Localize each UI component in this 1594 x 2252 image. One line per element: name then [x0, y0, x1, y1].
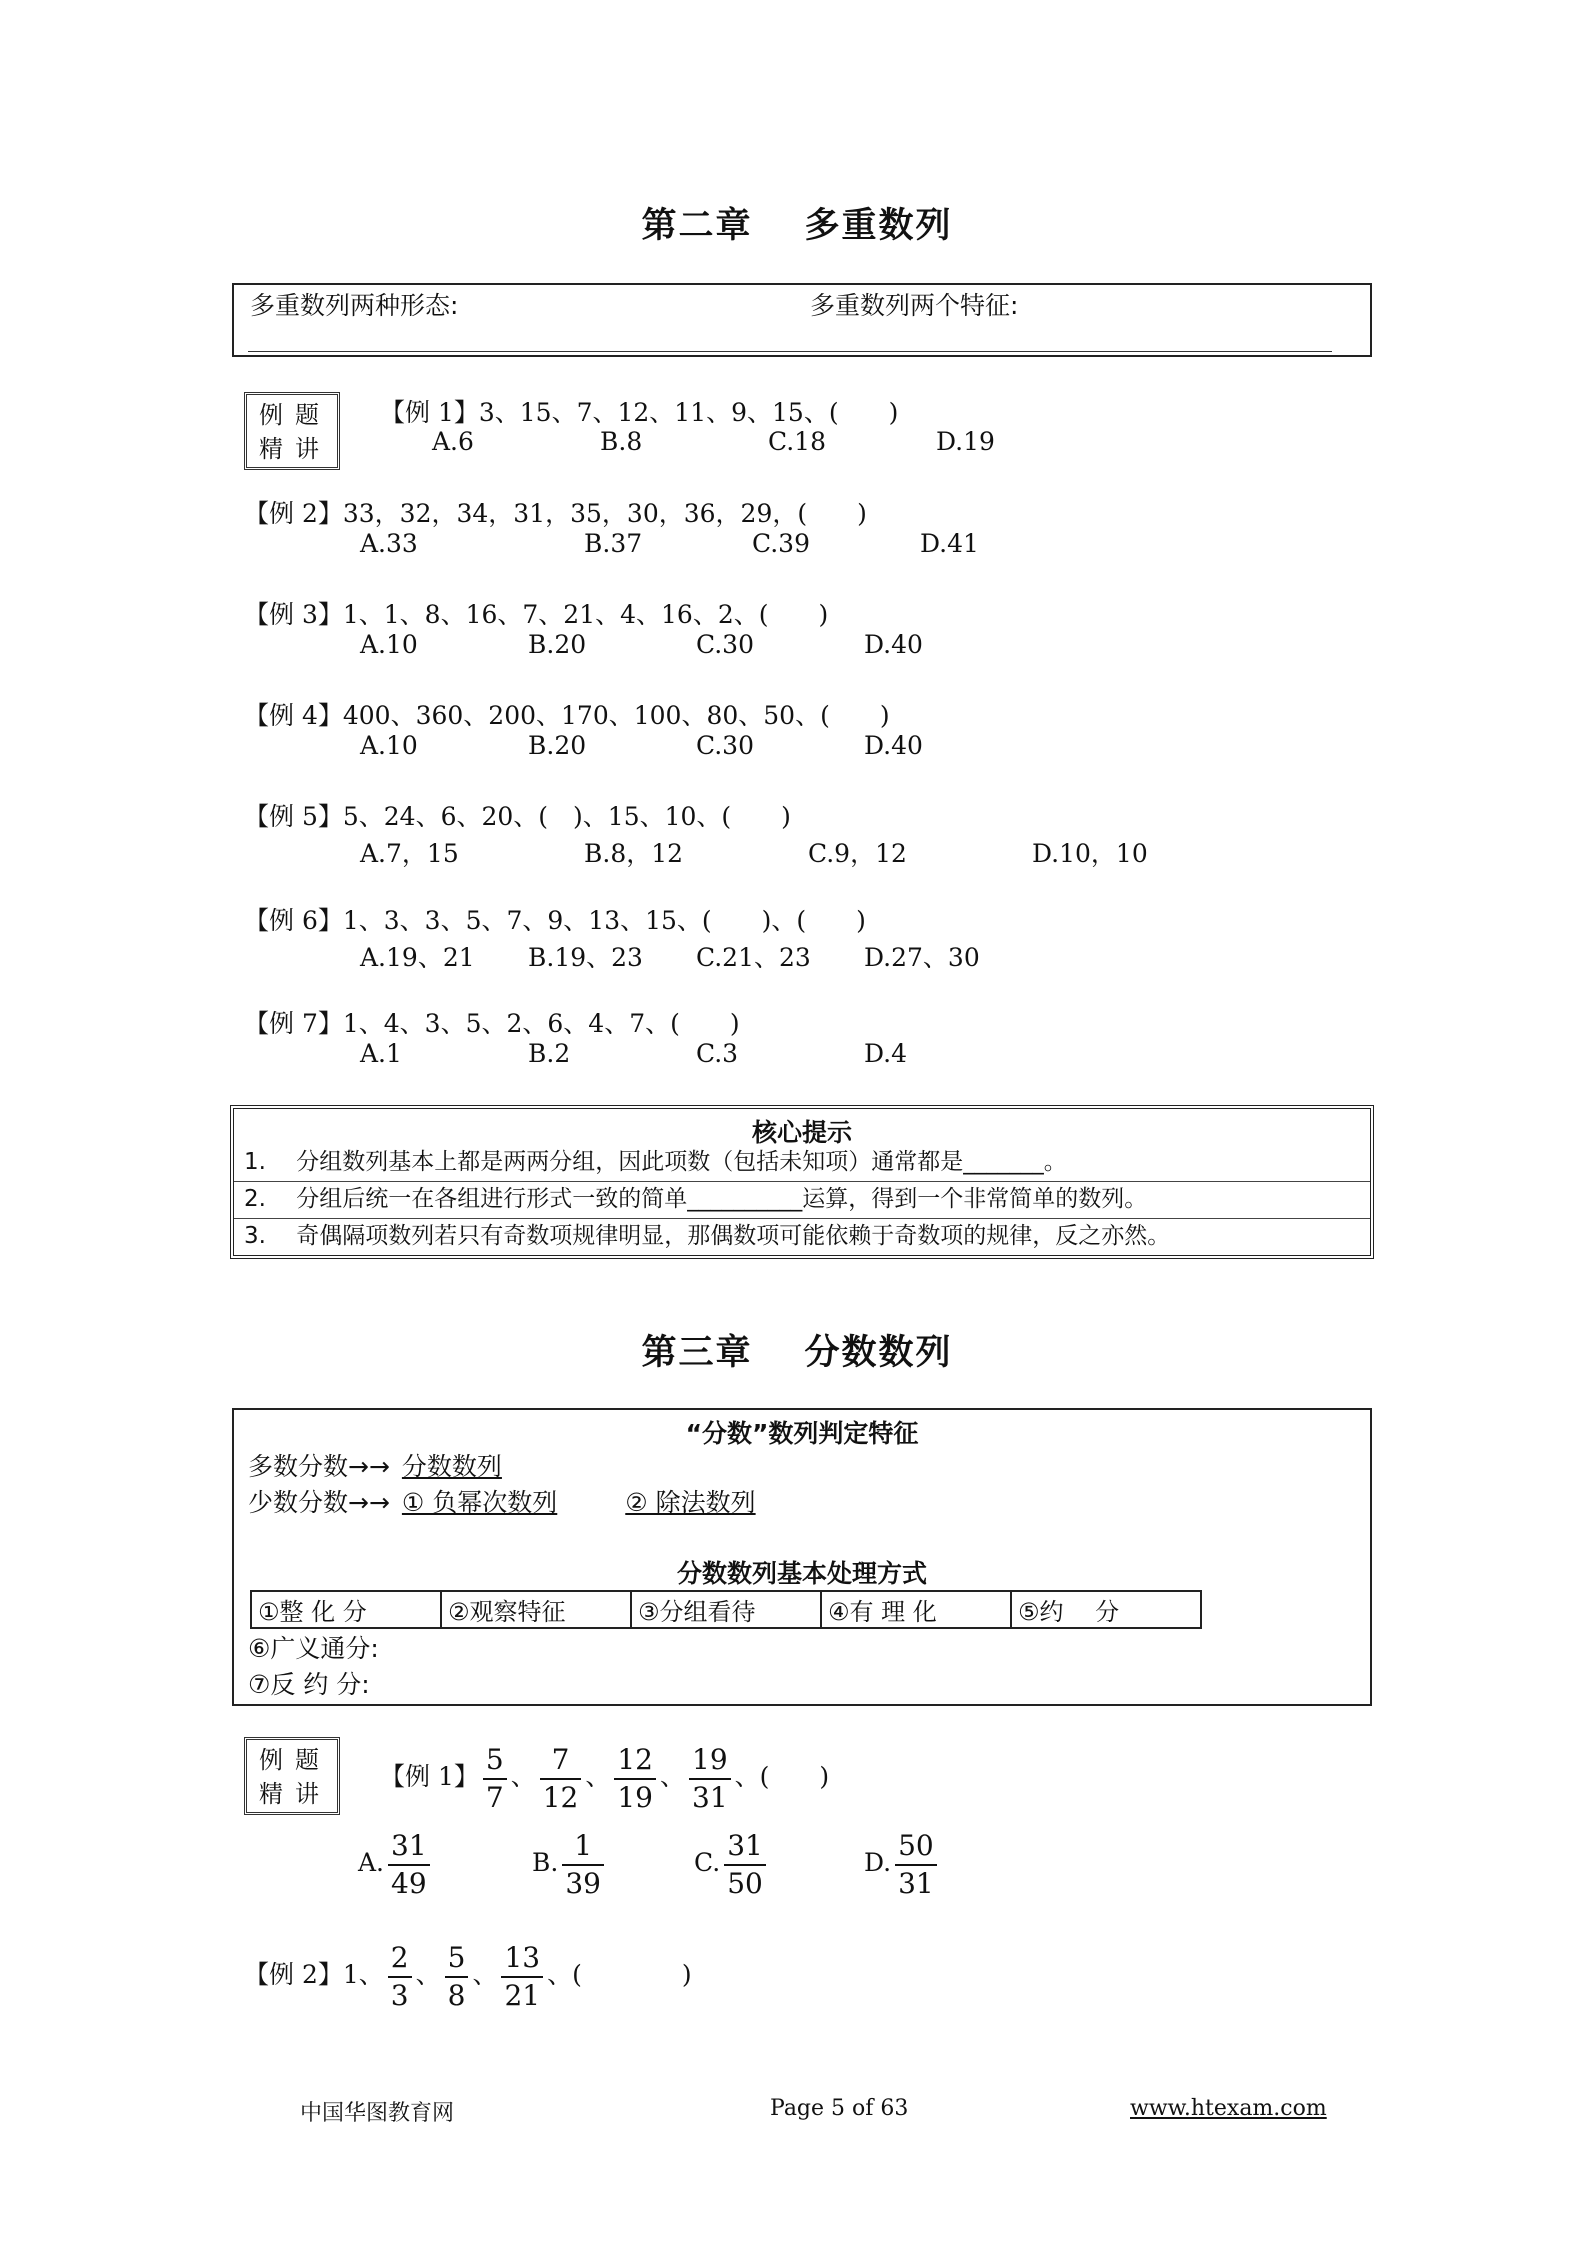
example-tag-line2: 精讲 — [259, 435, 331, 463]
ch3-example-2 — [244, 1938, 692, 2014]
minority-fraction-value-1: ① 负幂次数列 — [401, 1488, 558, 1517]
majority-fraction-prefix: 多数分数→→ — [248, 1452, 390, 1481]
ch3-ex1-frac-4-den: 31 — [692, 1780, 728, 1814]
ch3-ex2-frac-1 — [388, 1940, 412, 2014]
ch2-ex7-option-c: C.3 — [696, 1039, 739, 1068]
chapter2-title-name: 多重数列 — [804, 206, 953, 246]
ch3-ex2-frac-2 — [445, 1940, 469, 2014]
ch3-ex1-option-b-letter: B. — [532, 1848, 559, 1877]
ch2-ex5-option-a: A.7，15 — [360, 839, 459, 868]
chapter2-intro-box — [232, 283, 1372, 357]
ch2-ex3-option-b: B.20 — [528, 630, 587, 659]
ch3-ex1-frac-3-den: 19 — [617, 1780, 653, 1814]
core-tips-heading: 核心提示 — [751, 1118, 852, 1147]
ch3-ex1-option-c-frac — [724, 1828, 766, 1902]
ch2-example-4 — [244, 696, 890, 732]
ch3-ex1-option-a-den: 49 — [391, 1866, 427, 1900]
ch3-example-1 — [380, 1740, 829, 1816]
ch2-ex4-option-c: C.30 — [696, 731, 754, 760]
ch2-ex5-option-b: B.8，12 — [584, 839, 684, 868]
ch3-ex2-frac-3 — [501, 1940, 543, 2014]
footer-website-link[interactable]: www.htexam.com — [1130, 2096, 1327, 2121]
ch3-ex1-frac-4-num: 19 — [689, 1742, 731, 1780]
fraction-methods-table — [250, 1590, 1202, 1629]
ch2-ex4-label: 【例 4】 — [244, 701, 343, 730]
ch2-ex3-question: 1、1、8、16、7、21、4、16、2、( ) — [342, 600, 829, 629]
ch3-ex1-option-a-letter: A. — [358, 1848, 385, 1877]
ch2-ex2-option-d: D.41 — [920, 529, 979, 558]
ch3-ex1-frac-1-den: 7 — [485, 1780, 504, 1814]
ch2-ex3-label: 【例 3】 — [244, 600, 343, 629]
ch2-ex1-question: 3、15、7、12、11、9、15、( ) — [478, 398, 899, 427]
ch3-ex1-sep-1: 、 — [510, 1762, 536, 1791]
ch3-ex2-sep-1: 、 — [358, 1960, 384, 1989]
ch3-ex2-frac-2-den: 8 — [447, 1978, 466, 2012]
ch3-ex2-frac-2-num: 5 — [445, 1940, 469, 1978]
ch3-ex1-sep-2: 、 — [585, 1762, 611, 1791]
core-tip-1: 1. 分组数列基本上都是两两分组，因此项数（包括未知项）通常都是_______。 — [244, 1149, 1067, 1175]
ch2-ex1-option-a: A.6 — [432, 427, 474, 456]
ch3-ex1-frac-2-den: 12 — [542, 1780, 579, 1814]
chapter3-title — [0, 1325, 1594, 1375]
ch2-ex6-option-b: B.19、23 — [528, 943, 643, 972]
fraction-methods-heading: 分数数列基本处理方式 — [676, 1559, 927, 1588]
ch2-ex3-option-a: A.10 — [360, 630, 418, 659]
core-tip-3: 3. 奇偶隔项数列若只有奇数项规律明显，那偶数项可能依赖于奇数项的规律，反之亦然。 — [244, 1223, 1171, 1249]
ch2-ex4-option-a: A.10 — [360, 731, 418, 760]
example-tag — [244, 392, 340, 470]
method-2: ②观察特征 — [441, 1591, 631, 1628]
footer-page-number: Page 5 of 63 — [770, 2096, 909, 2121]
core-tips-box — [230, 1105, 1374, 1259]
ch2-ex6-question: 1、3、3、5、7、9、13、15、( )、( ) — [342, 906, 866, 935]
ch3-ex1-option-b-den: 39 — [565, 1866, 601, 1900]
ch2-ex7-label: 【例 7】 — [244, 1009, 343, 1038]
intro-features-label: 多重数列两个特征: — [810, 291, 1019, 320]
ch3-ex1-option-c — [694, 1826, 770, 1902]
ch3-ex2-first-term: 1 — [342, 1960, 359, 1989]
ch3-ex2-frac-1-den: 3 — [390, 1978, 409, 2012]
intro-underline — [248, 351, 1332, 352]
ch3-ex1-frac-2 — [540, 1742, 582, 1816]
ch2-ex6-option-a: A.19、21 — [360, 943, 475, 972]
ch3-ex1-label: 【例 1】 — [380, 1762, 479, 1791]
ch2-ex6-option-c: C.21、23 — [696, 943, 811, 972]
ch2-example-7 — [244, 1004, 740, 1040]
ch2-ex7-option-a: A.1 — [360, 1039, 402, 1068]
majority-fraction-line — [248, 1450, 522, 1484]
ch3-ex1-frac-3-num: 12 — [614, 1742, 656, 1780]
ch3-ex2-frac-3-num: 13 — [501, 1940, 543, 1978]
example-tag-2 — [244, 1737, 340, 1815]
example-tag-2-line2: 精讲 — [259, 1780, 331, 1808]
ch2-ex7-option-d: D.4 — [864, 1039, 908, 1068]
ch2-ex2-option-c: C.39 — [752, 529, 810, 558]
ch3-ex2-blank: ( ) — [572, 1960, 692, 1989]
example-tag-2-line1: 例题 — [259, 1746, 331, 1774]
chapter3-title-name: 分数数列 — [804, 1333, 953, 1373]
ch2-ex4-question: 400、360、200、170、100、80、50、( ) — [342, 701, 890, 730]
minority-fraction-prefix: 少数分数→→ — [248, 1488, 390, 1517]
ch2-ex1-label: 【例 1】 — [380, 398, 479, 427]
ch3-ex1-option-d-num: 50 — [895, 1828, 937, 1866]
footer-publisher: 中国华图教育网 — [300, 2101, 455, 2126]
ch3-ex1-frac-1 — [483, 1742, 507, 1816]
ch2-ex2-question: 33，32，34，31，35，30，36，29，( ) — [342, 499, 867, 528]
ch3-ex2-sep-3: 、 — [472, 1960, 498, 1989]
method-6: ⑥广义通分: — [248, 1634, 379, 1663]
core-tip-2: 2. 分组后统一在各组进行形式一致的简单__________运算，得到一个非常简单的数列。 — [244, 1186, 1148, 1212]
ch2-ex2-option-a: A.33 — [360, 529, 418, 558]
ch2-ex2-option-b: B.37 — [584, 529, 643, 558]
ch2-ex5-label: 【例 5】 — [244, 802, 343, 831]
ch3-ex1-frac-3 — [614, 1742, 656, 1816]
ch3-ex1-frac-1-num: 5 — [483, 1742, 507, 1780]
ch3-ex1-option-b-num: 1 — [562, 1828, 604, 1866]
ch2-ex5-option-d: D.10，10 — [1032, 839, 1148, 868]
method-4: ④有 理 化 — [821, 1591, 1011, 1628]
ch3-ex1-option-a — [358, 1826, 434, 1902]
example-tag-line1: 例题 — [259, 401, 331, 429]
minority-fraction-line — [248, 1486, 812, 1520]
ch3-ex1-option-a-num: 31 — [388, 1828, 430, 1866]
ch2-example-6 — [244, 901, 866, 937]
ch3-ex1-sep-3: 、 — [660, 1762, 686, 1791]
ch3-ex2-frac-1-num: 2 — [388, 1940, 412, 1978]
method-1: ①整 化 分 — [251, 1591, 441, 1628]
ch2-example-5 — [244, 797, 791, 833]
method-3: ③分组看待 — [631, 1591, 821, 1628]
method-7: ⑦反 约 分: — [248, 1670, 370, 1699]
ch3-ex1-option-b — [532, 1826, 608, 1902]
ch3-ex1-option-c-num: 31 — [724, 1828, 766, 1866]
ch2-example-2 — [244, 494, 867, 530]
ch3-ex1-option-c-den: 50 — [727, 1866, 763, 1900]
intro-forms-label: 多重数列两种形态: — [250, 291, 459, 320]
ch2-ex6-label: 【例 6】 — [244, 906, 343, 935]
ch3-ex1-option-d — [864, 1826, 941, 1902]
ch2-example-1 — [380, 393, 898, 429]
ch2-ex1-option-c: C.18 — [768, 427, 826, 456]
ch3-ex1-option-d-frac — [895, 1828, 937, 1902]
fraction-features-box — [232, 1408, 1372, 1706]
ch2-ex7-option-b: B.2 — [528, 1039, 571, 1068]
ch2-ex1-option-d: D.19 — [936, 427, 995, 456]
chapter3-title-num: 第三章 — [641, 1333, 753, 1373]
ch2-ex5-question: 5、24、6、20、( )、15、10、( ) — [342, 802, 791, 831]
fraction-judge-heading: “分数”数列判定特征 — [685, 1419, 919, 1448]
ch3-ex2-frac-3-den: 21 — [504, 1978, 541, 2012]
ch2-ex3-option-c: C.30 — [696, 630, 754, 659]
minority-fraction-value-2: ② 除法数列 — [625, 1488, 756, 1517]
method-5: ⑤约 分 — [1011, 1591, 1201, 1628]
ch2-ex4-option-b: B.20 — [528, 731, 587, 760]
ch2-ex7-question: 1、4、3、5、2、6、4、7、( ) — [342, 1009, 740, 1038]
ch3-ex1-blank: ( ) — [759, 1762, 830, 1791]
ch3-ex1-option-d-den: 31 — [898, 1866, 934, 1900]
ch2-ex5-option-c: C.9，12 — [808, 839, 907, 868]
majority-fraction-value: 分数数列 — [401, 1452, 502, 1481]
ch3-ex1-option-c-letter: C. — [694, 1848, 721, 1877]
chapter2-title — [0, 198, 1594, 248]
ch3-ex2-sep-4: 、 — [547, 1960, 573, 1989]
ch2-ex4-option-d: D.40 — [864, 731, 923, 760]
ch3-ex1-option-d-letter: D. — [864, 1848, 892, 1877]
ch3-ex2-sep-2: 、 — [415, 1960, 441, 1989]
ch3-ex2-label: 【例 2】 — [244, 1960, 343, 1989]
ch3-ex1-option-a-frac — [388, 1828, 430, 1902]
chapter2-title-num: 第二章 — [641, 206, 753, 246]
ch3-ex1-frac-2-num: 7 — [540, 1742, 582, 1780]
ch2-ex6-option-d: D.27、30 — [864, 943, 980, 972]
ch3-ex1-frac-4 — [689, 1742, 731, 1816]
ch3-ex1-sep-4: 、 — [734, 1762, 760, 1791]
ch2-ex1-option-b: B.8 — [600, 427, 643, 456]
ch2-example-3 — [244, 595, 828, 631]
ch3-ex1-option-b-frac — [562, 1828, 604, 1902]
ch2-ex2-label: 【例 2】 — [244, 499, 343, 528]
ch2-ex3-option-d: D.40 — [864, 630, 923, 659]
